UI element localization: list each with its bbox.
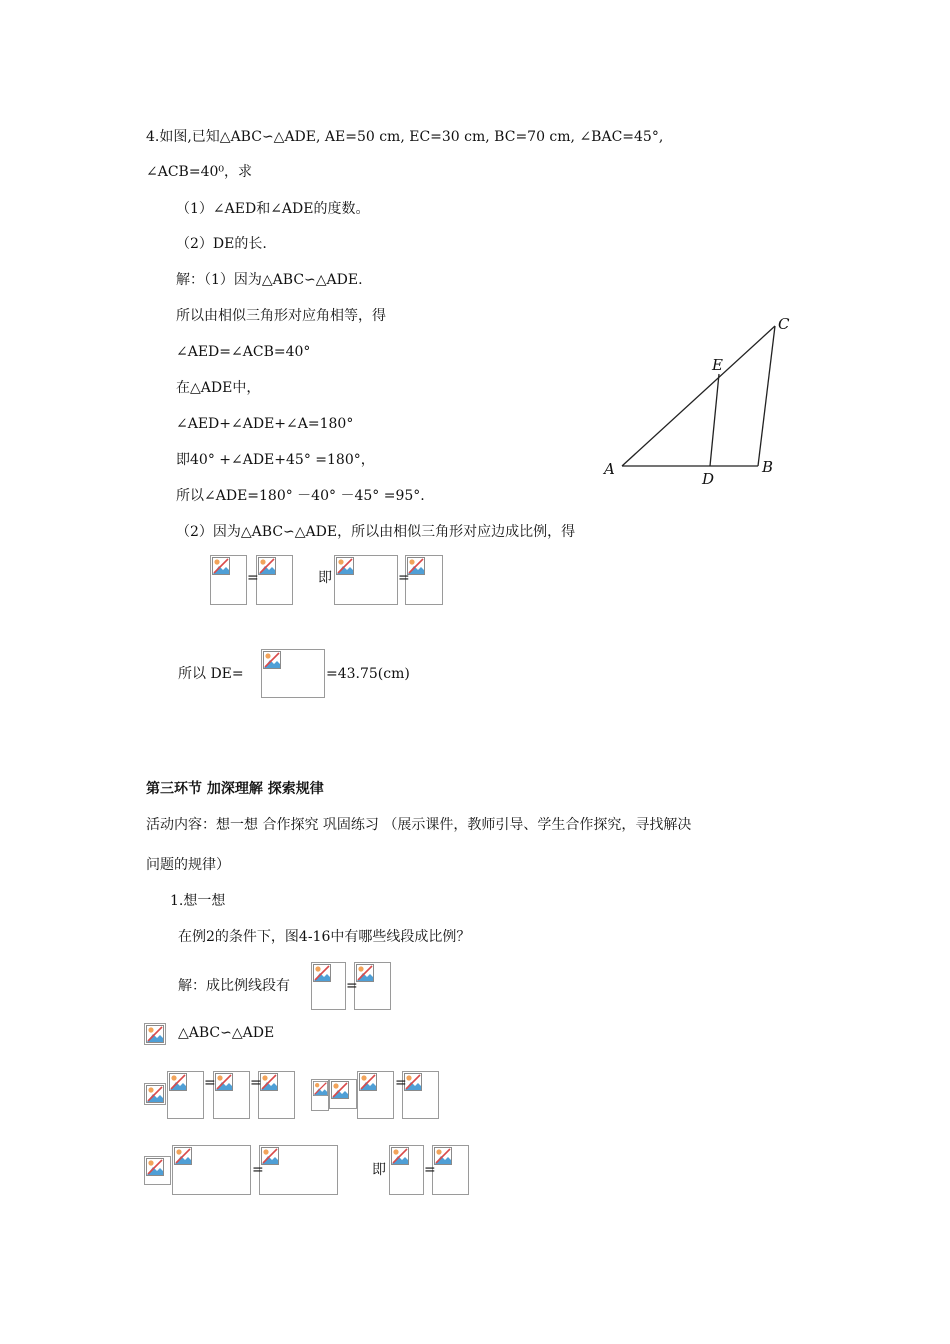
equals-sign: =	[424, 1162, 436, 1178]
broken-image-placeholder	[256, 555, 293, 605]
label-c: C	[778, 315, 790, 333]
broken-image-placeholder	[354, 962, 391, 1010]
broken-image-placeholder	[167, 1071, 204, 1119]
think-title: 1.想一想	[170, 893, 226, 909]
section-title: 第三环节 加深理解 探索规律	[146, 781, 324, 797]
equals-sign: =	[398, 570, 410, 586]
broken-image-icon	[258, 557, 276, 575]
broken-image-placeholder	[311, 1079, 329, 1111]
broken-image-placeholder	[172, 1145, 251, 1195]
broken-image-placeholder	[311, 962, 346, 1010]
broken-image-placeholder	[144, 1156, 171, 1185]
broken-image-icon	[359, 1073, 377, 1091]
equals-sign: =	[395, 1075, 407, 1091]
equals-sign: =	[247, 570, 259, 586]
similar-statement: △ABC∽△ADE	[178, 1025, 275, 1041]
solution-line: 所以由相似三角形对应角相等，得	[176, 308, 386, 324]
broken-image-placeholder	[213, 1071, 250, 1119]
ji-label: 即	[318, 570, 332, 586]
label-d: D	[702, 470, 715, 488]
solution-line: 解：（1）因为△ABC∽△ADE.	[176, 272, 363, 288]
broken-image-placeholder	[210, 555, 247, 605]
problem-statement: 4.如图,已知△ABC∽△ADE, AE=50 cm, EC=30 cm, BC=70 cm, ∠BAC=45°,	[146, 129, 664, 145]
broken-image-placeholder	[389, 1145, 424, 1195]
broken-image-placeholder	[357, 1071, 394, 1119]
broken-image-icon	[215, 1073, 233, 1091]
broken-image-placeholder	[402, 1071, 439, 1119]
think-question: 在例2的条件下，图4-16中有哪些线段成比例？	[178, 929, 471, 945]
broken-image-icon	[434, 1147, 452, 1165]
broken-image-icon	[313, 1081, 328, 1096]
solution-line: （2）因为△ABC∽△ADE，所以由相似三角形对应边成比例，得	[176, 524, 576, 540]
de-result: =43.75(cm)	[326, 666, 410, 682]
label-a: A	[604, 460, 615, 478]
think-answer: 解：成比例线段有	[178, 978, 290, 994]
broken-image-icon	[356, 964, 374, 982]
broken-image-icon	[169, 1073, 187, 1091]
broken-image-icon	[146, 1158, 164, 1176]
broken-image-icon	[313, 964, 331, 982]
label-e: E	[712, 356, 723, 374]
broken-image-placeholder	[405, 555, 443, 605]
broken-image-icon	[174, 1147, 192, 1165]
equals-sign: =	[250, 1075, 262, 1091]
broken-image-placeholder	[144, 1083, 166, 1105]
broken-image-icon	[336, 557, 354, 575]
broken-image-placeholder	[432, 1145, 469, 1195]
solution-line: 即40° +∠ADE+45° =180°，	[176, 452, 375, 468]
solution-line: ∠AED+∠ADE+∠A=180°	[176, 416, 354, 432]
de-prefix: 所以 DE=	[178, 666, 244, 682]
broken-image-placeholder	[261, 649, 325, 698]
equals-sign: =	[346, 978, 358, 994]
broken-image-icon	[260, 1073, 278, 1091]
solution-line: ∠AED=∠ACB=40°	[176, 344, 311, 360]
broken-image-icon	[331, 1081, 349, 1099]
broken-image-placeholder	[258, 1071, 295, 1119]
triangle-figure	[598, 312, 798, 492]
solution-line: 所以∠ADE=180° －40° －45° =95°.	[176, 488, 425, 504]
broken-image-icon	[212, 557, 230, 575]
question-2: （2）DE的长.	[176, 236, 267, 252]
broken-image-icon	[146, 1085, 164, 1103]
broken-image-icon	[391, 1147, 409, 1165]
broken-image-icon	[263, 651, 281, 669]
activity-content-cont: 问题的规律）	[146, 857, 230, 873]
broken-image-placeholder	[329, 1079, 357, 1109]
problem-statement-cont: ∠ACB=40⁰，求	[146, 164, 252, 180]
broken-image-placeholder	[144, 1023, 166, 1045]
equals-sign: =	[252, 1162, 264, 1178]
broken-image-placeholder	[259, 1145, 338, 1195]
solution-line: 在△ADE中，	[176, 380, 261, 396]
broken-image-placeholder	[334, 555, 398, 605]
equals-sign: =	[204, 1075, 216, 1091]
activity-content: 活动内容：想一想 合作探究 巩固练习 （展示课件，教师引导、学生合作探究，寻找解决	[146, 817, 692, 833]
label-b: B	[762, 458, 774, 476]
question-1: （1）∠AED和∠ADE的度数。	[176, 201, 370, 217]
broken-image-icon	[146, 1025, 164, 1043]
ji-label: 即	[372, 1162, 386, 1178]
